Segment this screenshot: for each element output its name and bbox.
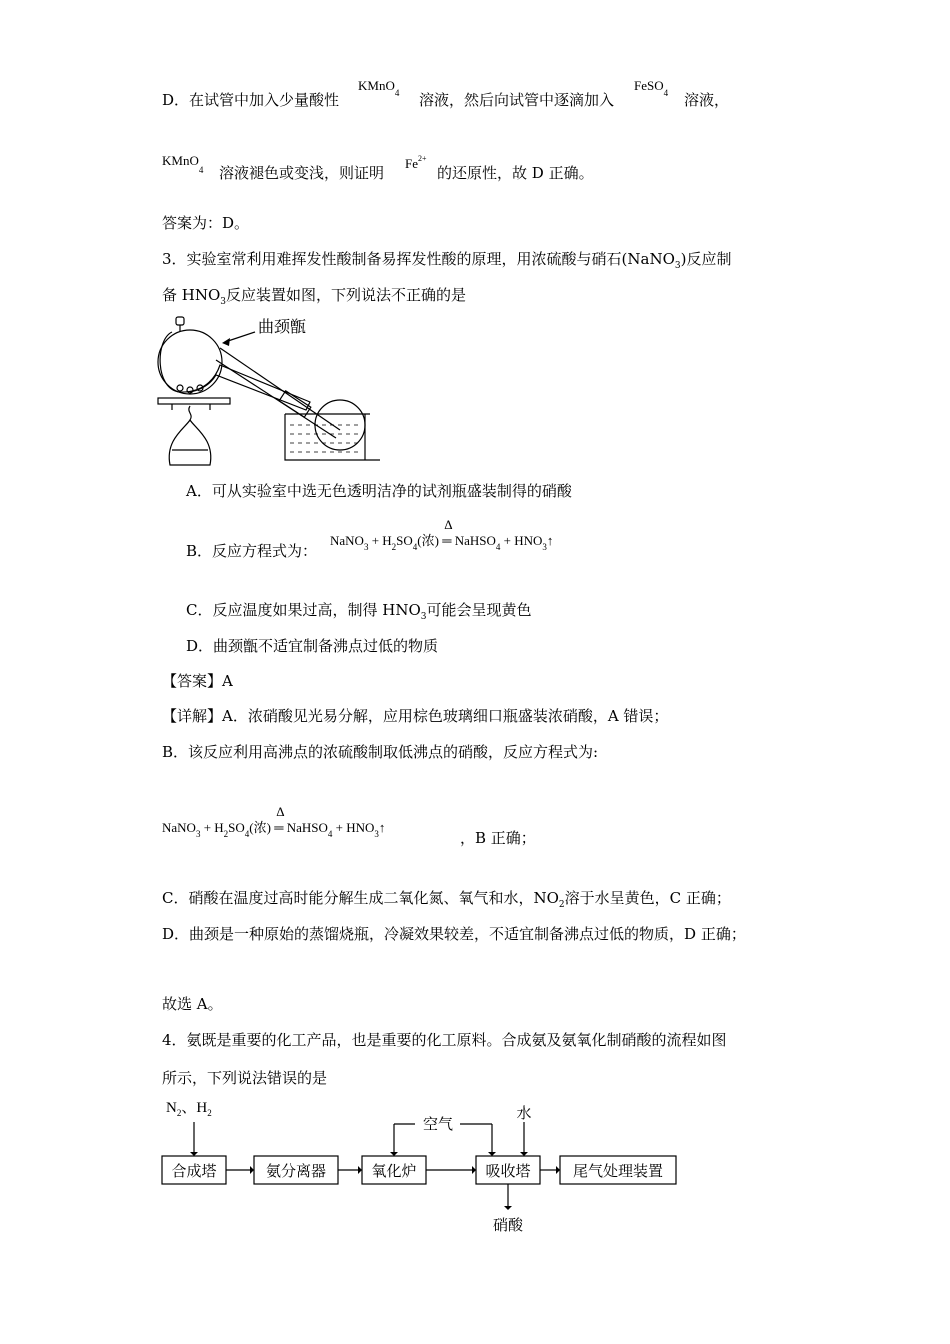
arrow-icon [358, 1166, 362, 1174]
text: C．硝酸在温度过高时能分解生成二氧化氮、氧气和水，NO [162, 889, 559, 907]
q2-text-end [684, 90, 729, 110]
text: (浓) [417, 533, 439, 548]
retort-apparatus-figure [150, 310, 380, 470]
text: NaNO [162, 820, 196, 835]
q3-answer: 【答案】A [162, 672, 233, 690]
text: + [203, 820, 212, 835]
label-box3: 氧化炉 [371, 1162, 417, 1180]
delta: Δ [444, 517, 453, 532]
arrow-icon [504, 1206, 512, 1210]
text: H [382, 533, 392, 548]
q2-line2 [219, 163, 384, 183]
text: NaHSO [454, 533, 496, 548]
q2-text [419, 90, 614, 110]
subscript: 2 [558, 900, 565, 910]
equals: ═ [442, 533, 452, 548]
text: Fe [405, 156, 418, 171]
text: HNO [514, 533, 543, 548]
subscript: 2 [207, 1108, 212, 1118]
equation-b [330, 517, 554, 552]
text: + [335, 820, 343, 835]
subscript: 4 [394, 88, 400, 98]
text: 备 HNO [162, 286, 221, 304]
q4-stem-line1: 4．氨既是重要的化工产品，也是重要的化工原料。合成氨及氨氧化制硝酸的流程如图 [162, 1031, 727, 1049]
figure-label: 曲颈甑 [258, 317, 307, 336]
arrow-icon [250, 1166, 254, 1174]
text: 3．实验室常利用难挥发性酸制备易挥发性酸的原理，用浓硫酸与硝石(NaNO [162, 250, 675, 268]
equation-detail [162, 804, 386, 839]
q3-detail-b-end: ，B 正确； [460, 829, 536, 847]
subscript: 4 [244, 829, 250, 839]
label-box4: 吸收塔 [485, 1162, 531, 1180]
delta-equals [442, 517, 453, 549]
text: SO [228, 820, 245, 835]
text: 的还原性，故 D 正确。 [437, 164, 594, 182]
text: HNO [346, 820, 375, 835]
subscript: 3 [542, 542, 547, 552]
label-nitric-acid: 硝酸 [492, 1216, 524, 1234]
subscript: 3 [220, 297, 227, 307]
q3-detail-a: 【详解】A．浓硝酸见光易分解，应用棕色玻璃细口瓶盛装浓硝酸，A 错误； [162, 707, 669, 725]
formula-feso4 [634, 78, 669, 98]
subscript: 2 [391, 542, 397, 552]
text: )反应制 [680, 250, 732, 268]
delta: Δ [276, 804, 285, 819]
label-water: 水 [516, 1104, 532, 1122]
equals: ═ [274, 820, 284, 835]
text: ↑ [378, 820, 386, 835]
superscript: 2+ [418, 154, 427, 163]
text: 溶液褪色或变浅，则证明 [219, 164, 385, 182]
text: N [166, 1100, 177, 1116]
q3-detail-b: B．该反应利用高沸点的浓硫酸制取低沸点的硝酸，反应方程式为: [162, 743, 599, 761]
subscript: 4 [495, 542, 501, 552]
q3-conclusion: 故选 A。 [162, 995, 223, 1013]
q3-option-a: A．可从实验室中选无色透明洁净的试剂瓶盛装制得的硝酸 [186, 482, 572, 500]
text: 、H [181, 1100, 208, 1116]
stopper-icon [176, 317, 184, 325]
text: H [214, 820, 224, 835]
text: NaNO [330, 533, 364, 548]
text: + [503, 533, 511, 548]
q3-detail-d: D．曲颈是一种原始的蒸馏烧瓶，冷凝效果较差，不适宜制备沸点过低的物质，D 正确； [162, 925, 746, 943]
subscript: 3 [420, 612, 427, 622]
q2-option-d-line1 [162, 90, 339, 110]
text: KMnO [358, 78, 395, 93]
subscript: 2 [223, 829, 229, 839]
text: KMnO [162, 153, 199, 168]
text: 可能会呈现黄色 [426, 601, 532, 619]
label-box5: 尾气处理装置 [572, 1162, 664, 1180]
text: FeSO [634, 78, 664, 93]
label-box1: 合成塔 [171, 1162, 217, 1180]
q3-detail-c [162, 888, 731, 911]
label-box2: 氨分离器 [265, 1162, 327, 1180]
subscript: 4 [198, 165, 204, 175]
text: D．在试管中加入少量酸性 [162, 91, 340, 109]
subscript: 3 [674, 261, 681, 271]
q3-stem-line1 [162, 249, 731, 272]
subscript: 2 [176, 1108, 182, 1118]
text: 反应装置如图，下列说法不正确的是 [226, 286, 467, 304]
subscript: 4 [327, 829, 333, 839]
text: (浓) [249, 820, 271, 835]
text: 溶液， [684, 91, 730, 109]
text: SO [396, 533, 413, 548]
text: C．反应温度如果过高，制得 HNO [186, 601, 421, 619]
subscript: 3 [374, 829, 379, 839]
formula-kmno4-2 [162, 153, 204, 175]
text: ↑ [546, 533, 554, 548]
subscript: 4 [663, 88, 669, 98]
text: NaHSO [286, 820, 328, 835]
text: + [371, 533, 380, 548]
q3-option-d: D．曲颈甑不适宜制备沸点过低的物质 [186, 637, 439, 655]
subscript: 4 [412, 542, 418, 552]
subscript: 3 [363, 542, 369, 552]
formula-fe [405, 156, 427, 172]
q2-line2-end [437, 163, 594, 183]
formula-kmno4 [358, 78, 400, 98]
process-flow-diagram [150, 1100, 690, 1250]
q3-option-b: B．反应方程式为： [186, 542, 318, 560]
arrow-icon [472, 1166, 476, 1174]
q4-stem-line2: 所示，下列说法错误的是 [162, 1069, 328, 1087]
text: 溶液，然后向试管中逐滴加入 [419, 91, 615, 109]
delta-equals [274, 804, 285, 836]
q3-stem-line2 [162, 285, 466, 308]
q2-answer: 答案为：D。 [162, 214, 250, 232]
flask-bulb [158, 330, 222, 394]
label-air: 空气 [422, 1115, 454, 1133]
subscript: 3 [195, 829, 201, 839]
burner-icon [169, 420, 211, 465]
q3-option-c [186, 600, 532, 623]
text: 溶于水呈黄色，C 正确； [564, 889, 731, 907]
